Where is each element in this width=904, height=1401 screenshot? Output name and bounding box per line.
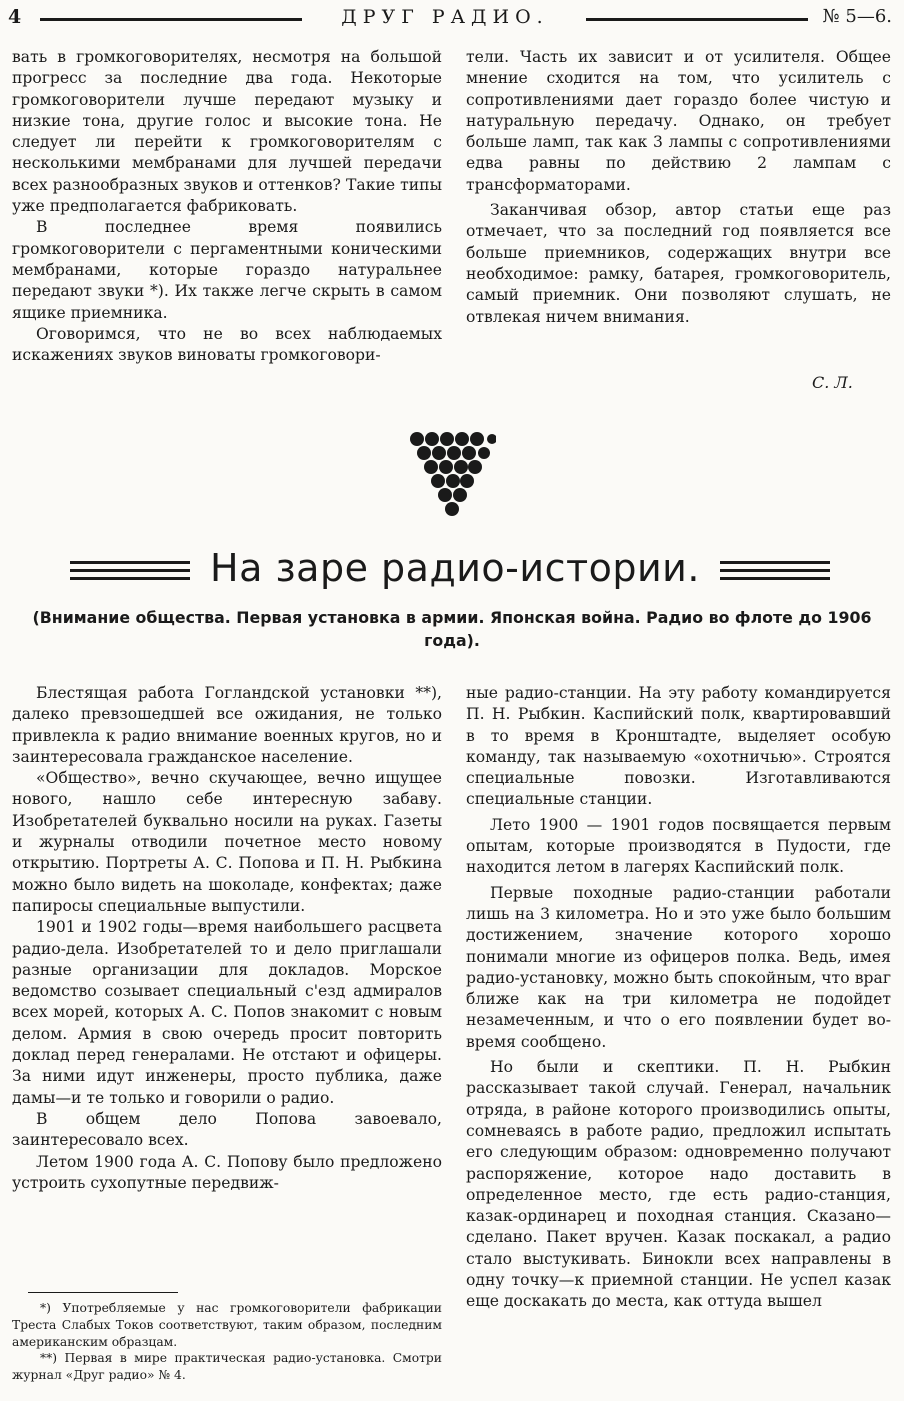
running-header xyxy=(0,6,904,32)
journal-title: ДРУГ РАДИО. xyxy=(341,6,549,28)
paragraph: Лето 1900 — 1901 годов посвящается первым опытам, которые производятся в Пудости, где находится летом в лагерях Каспийский полк. xyxy=(466,815,891,877)
title-rule-left-mid xyxy=(70,569,190,572)
footnote-divider xyxy=(28,1292,178,1293)
paragraph: Летом 1900 года А. С. Попову было предложено устроить сухопутные передвиж- xyxy=(12,1152,442,1192)
author-signature: С. Л. xyxy=(812,373,853,392)
header-rule-left xyxy=(40,18,302,21)
top-left-column xyxy=(12,47,442,366)
page-number: 4 xyxy=(8,6,22,28)
footnote: *) Употребляемые у нас громкоговорители фабрикации Треста Слабых Токов соответствуют, таким образом, последним американским образцам. xyxy=(12,1301,442,1349)
footnote: **) Первая в мире практическая радио-установка. Смотри журнал «Друг радио» № 4. xyxy=(12,1351,442,1383)
paragraph: Заканчивая обзор, автор статьи еще раз отмечает, что за последний год появляется все больше приемников, содержащих внутри все необходимое: рамку, батарея, громкоговоритель, самый приемник. Они позволяют слушать, не отвлекая ничем внимания. xyxy=(466,201,891,326)
paragraph: Но были и скептики. П. Н. Рыбкин рассказывает такой случай. Генерал, начальник отряда, в районе которого производились опыты, сомневаясь в работе радио, предложил испытать его следующим образом: одновременно получают распоряжение, которое надо доставить в определенное место, где есть радио-станция, казак-ординарец и походная станция. Сказано—сделано. Пакет вручен. Казак поскакал, а радио стало выстукивать. Бинокли всех направлены в одну точку—к приемной станции. Не успел казак еще доскакать до места, как оттуда вышел xyxy=(466,1058,891,1311)
paragraph: В последнее время появились громкоговорители с пергаментными коническими мембранами, которые гораздо натуральнее передают звуки *). Их также легче скрыть в самом ящике приемника. xyxy=(12,218,442,322)
paragraph: ные радио-станции. На эту работу командируется П. Н. Рыбкин. Каспийский полк, квартировавший в то время в Кронштадте, выделяет особую команду, так называемую «охотничью». Строятся специальные повозки. Изготавливаются специальные станции. xyxy=(466,684,891,809)
grape-cluster-ornament-icon xyxy=(408,430,496,522)
article-right-column xyxy=(466,683,891,1313)
paragraph: В общем дело Попова завоевало, заинтересовало всех. xyxy=(12,1109,442,1150)
issue-number: № 5—6. xyxy=(822,6,892,27)
title-rule-left-bottom xyxy=(70,577,190,580)
title-rule-right-mid xyxy=(720,569,830,572)
paragraph: тели. Часть их зависит и от усилителя. Общее мнение сходится на том, что усилитель с сопротивлениями дает гораздо более чистую и натуральную передачу. Однако, он требует больше ламп, так как 3 лампы с сопротивлениями едва равны по действию 2 лампам с трансформаторами. xyxy=(466,48,891,194)
article-title: На заре радио-истории. xyxy=(210,546,700,590)
paragraph: Первые походные радио-станции работали лишь на 3 километра. Но и это уже было большим достижением, значение которого хорошо понимали многие из офицеров полка. Ведь, имея радио-установку, можно быть спокойным, что враг ближе как на три километра не подойдет незамеченным, и что о его появлении будет во-время сообщено. xyxy=(466,883,891,1051)
footnotes xyxy=(12,1300,442,1384)
paragraph: вать в громкоговорителях, несмотря на большой прогресс за последние два года. Некоторые громкоговорители лучше передают музыку и низкие тона, другие голос и высокие тона. Не следует ли перейти к громкоговорителям с несколькими мембранами для лучшей передачи всех разнообразных звуков и оттенков? Такие типы уже предполагается фабриковать. xyxy=(12,48,442,216)
paragraph: «Общество», вечно скучающее, вечно ищущее нового, нашло себе интересную забаву. Изобретателей буквально носили на руках. Газеты и журналы отводили почетное место новому открытию. Портреты А. С. Попова и П. Н. Рыбкина можно было видеть на шоколаде, конфектах; даже папиросы специальные выпустили. xyxy=(12,769,442,915)
paragraph: Блестящая работа Гогландской установки **), далеко превзошедшей все ожидания, не только привлекла к радио внимание военных кругов, но и заинтересовала гражданское население. xyxy=(12,684,442,766)
article-subtitle: (Внимание общества. Первая установка в армии. Японская война. Радио во флоте до 1906 года). xyxy=(32,608,872,650)
title-rule-right-bottom xyxy=(720,577,830,580)
section-title-block xyxy=(70,545,840,593)
header-rule-right xyxy=(586,18,808,21)
article-left-column xyxy=(12,683,442,1194)
title-rule-right-top xyxy=(720,561,830,564)
paragraph: Оговоримся, что не во всех наблюдаемых искажениях звуков виноваты громкоговори- xyxy=(12,324,442,365)
title-rule-left-top xyxy=(70,561,190,564)
top-right-column xyxy=(466,47,891,328)
paragraph: 1901 и 1902 годы—время наибольшего расцвета радио-дела. Изобретателей то и дело приглашали разные организации для докладов. Морское ведомство созывает специальный с'езд адмиралов всех морей, которых А. С. Попов знакомит с новым делом. Армия в свою очередь просит повторить доклад перед генералами. Не отстают и офицеры. За ними идут инженеры, просто публика, даже дамы—и те только и говорили о радио. xyxy=(12,918,442,1107)
